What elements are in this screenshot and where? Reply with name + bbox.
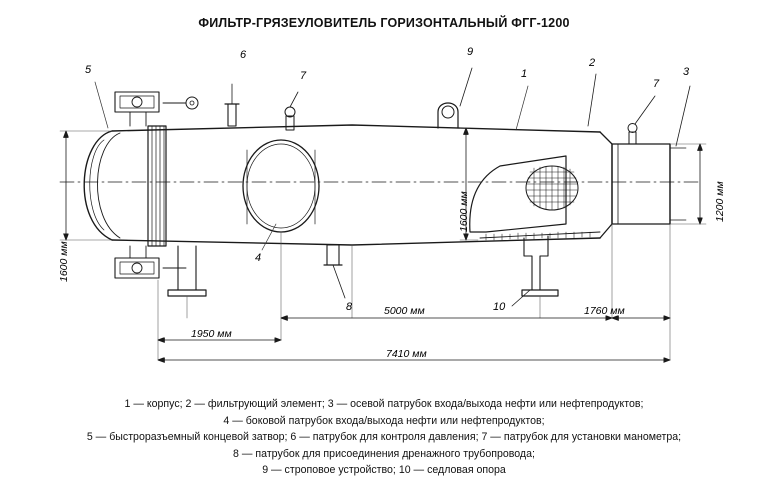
filter-element: [470, 74, 600, 240]
legend-line-5: 9 — строповое устройство; 10 — седловая опора: [262, 464, 506, 476]
legend-line-1: 1 — корпус; 2 — фильтрующий элемент; 3 — осевой патрубок входа/выхода нефти или нефтепродуктов;: [124, 398, 644, 410]
nozzle-manometer-right: [628, 96, 655, 144]
quick-release-closure: [115, 92, 198, 278]
callout-5: 5: [85, 64, 92, 76]
callout-9: 9: [467, 46, 474, 58]
callout-4: 4: [255, 252, 262, 264]
dim-5000: 5000 мм: [384, 305, 425, 317]
legend-line-3: 5 — быстроразъемный концевой затвор; 6 — патрубок для контроля давления; 7 — патрубок для установки манометра;: [86, 431, 682, 443]
axial-nozzle: [600, 86, 690, 238]
nozzle-pressure-control: [225, 84, 239, 126]
dim-right-height: 1200 мм: [714, 181, 726, 222]
nozzle-manometer-left: [285, 92, 298, 130]
dim-left-height: 1600 мм: [58, 241, 70, 282]
callout-7-left: 7: [300, 70, 307, 82]
legend-line-4: 8 — патрубок для присоединения дренажного трубопровода;: [233, 447, 535, 460]
callout-3: 3: [683, 66, 690, 78]
legend-line-2: 4 — боковой патрубок входа/выхода нефти или нефтепродуктов;: [223, 414, 545, 427]
side-branch-collar: [243, 140, 319, 232]
saddle-support-left: [168, 246, 206, 296]
dim-1950: 1950 мм: [191, 328, 232, 340]
dim-mid-height: 1600 мм: [458, 191, 470, 232]
callout-2: 2: [589, 57, 596, 69]
legend: [0, 396, 768, 479]
dim-total: 7410 мм: [386, 348, 427, 360]
vessel-body: [84, 125, 600, 245]
dim-1760: 1760 мм: [584, 305, 625, 317]
callout-8: 8: [346, 301, 353, 313]
callout-10: 10: [493, 301, 506, 313]
lifting-lug: [438, 68, 472, 128]
saddle-support-right: [512, 236, 558, 306]
callout-7-right: 7: [653, 78, 660, 90]
page-title: ФИЛЬТР-ГРЯЗЕУЛОВИТЕЛЬ ГОРИЗОНТАЛЬНЫЙ ФГГ-1200: [198, 16, 570, 30]
nozzle-drain: [324, 245, 345, 298]
callout-1: 1: [521, 68, 528, 80]
callout-6: 6: [240, 49, 247, 61]
